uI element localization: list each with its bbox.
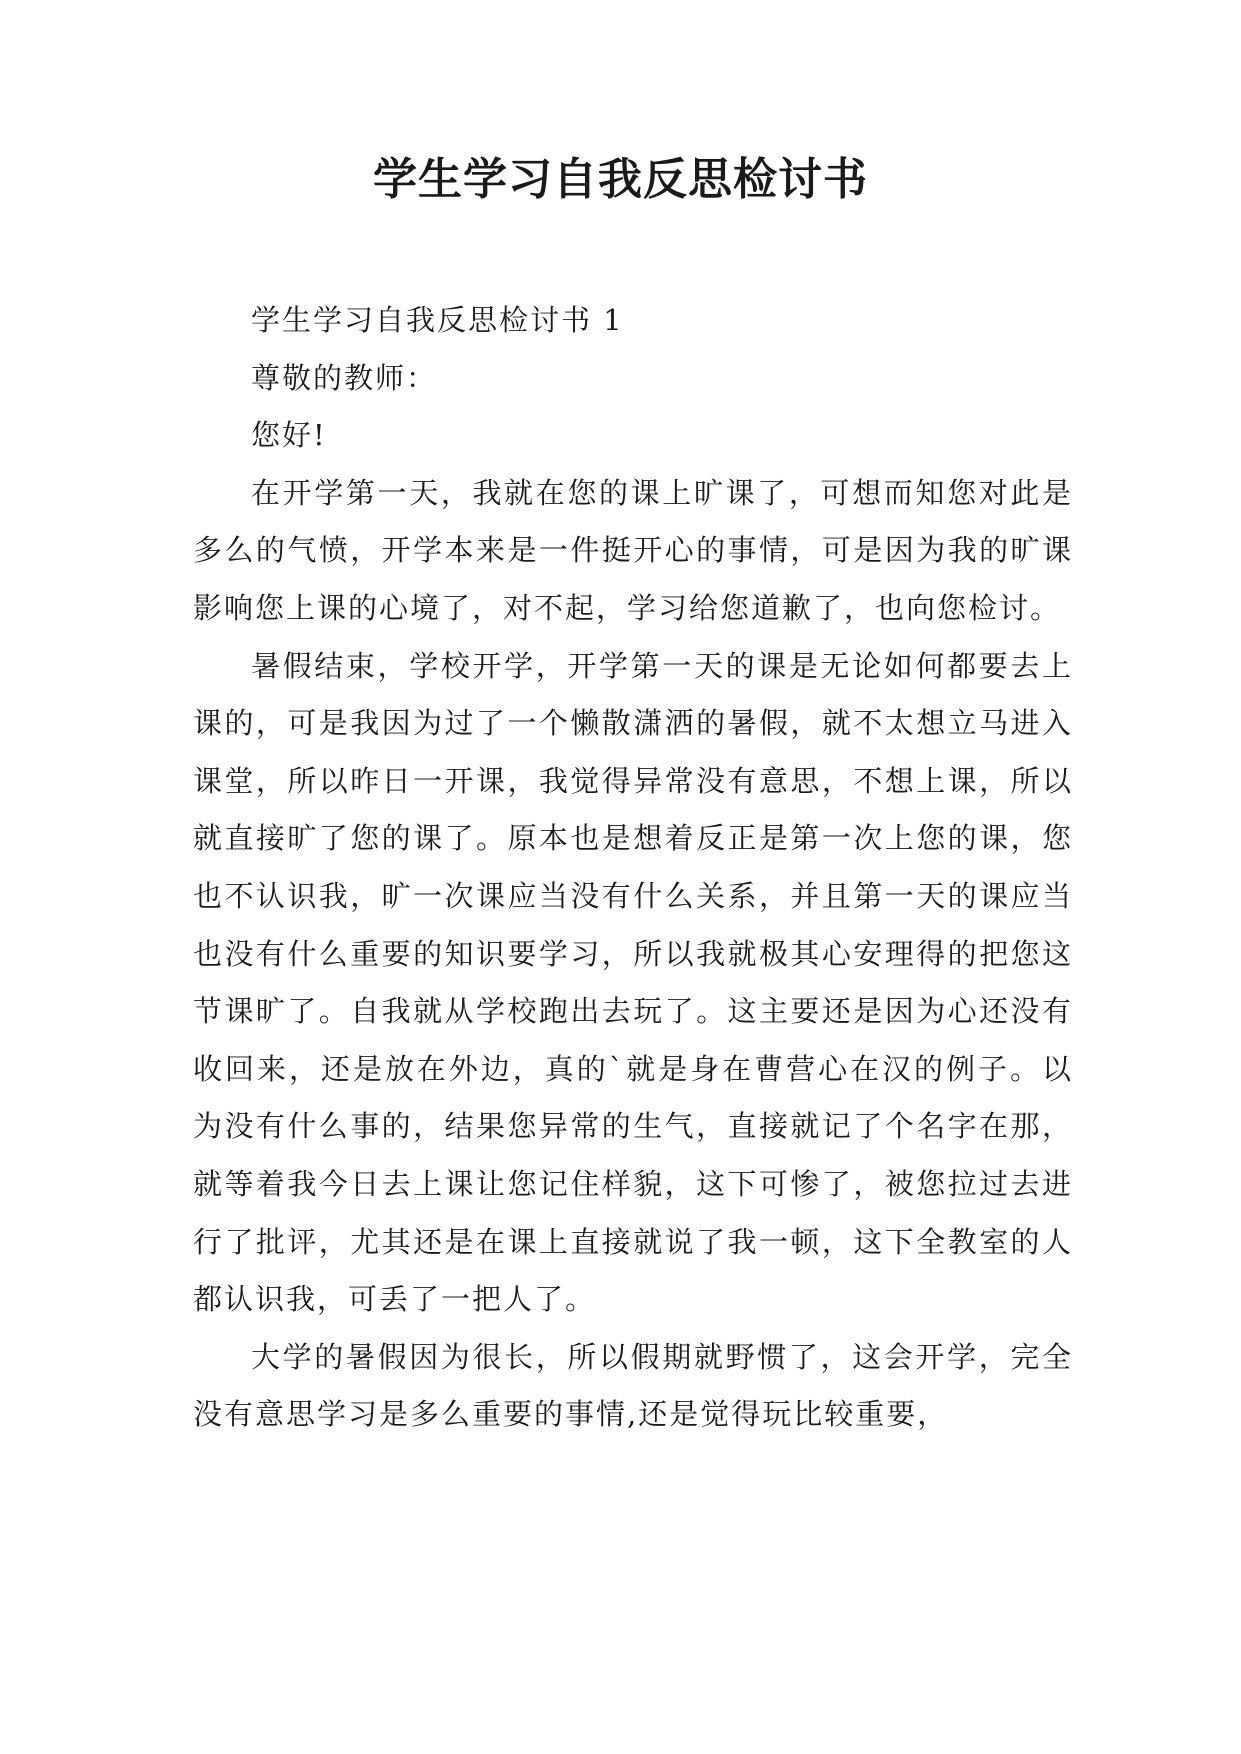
paragraph: 在开学第一天，我就在您的课上旷课了，可想而知您对此是多么的气愤，开学本来是一件挺开心的事情，可是因为我的旷课影响您上课的心境了，对不起，学习给您道歉了，也向您检讨。 <box>193 475 1073 625</box>
document-body <box>193 292 1073 1444</box>
paragraph-greeting: 您好! <box>251 418 327 453</box>
paragraph-salutation: 尊敬的教师： <box>251 360 438 395</box>
document-title: 学生学习自我反思检讨书 <box>373 154 868 205</box>
paragraph: 暑假结束，学校开学，开学第一天的课是无论如何都要去上课的，可是我因为过了一个懒散潇洒的暑假，就不太想立马进入课堂，所以昨日一开课，我觉得异常没有意思，不想上课，所以就直接旷了您的课了。原本也是想着反正是第一次上您的课，您也不认识我，旷一次课应当没有什么关系，并且第一天的课应当也没有什么重要的知识要学习，所以我就极其心安理得的把您这节课旷了。自我就从学校跑出去玩了。这主要还是因为心还没有收回来，还是放在外边，真的`就是身在曹营心在汉的例子。以为没有什么事的，结果您异常的生气，直接就记了个名字在那，就等着我今日去上课让您记住样貌，这下可惨了，被您拉过去进行了批评，尤其还是在课上直接就说了我一顿，这下全教室的人都认识我，可丢了一把人了。 <box>193 648 1073 1317</box>
paragraph-heading: 学生学习自我反思检讨书 1 <box>251 303 624 337</box>
paragraph: 大学的暑假因为很长，所以假期就野惯了，这会开学，完全没有意思学习是多么重要的事情,还是觉得玩比较重要， <box>193 1339 1073 1432</box>
